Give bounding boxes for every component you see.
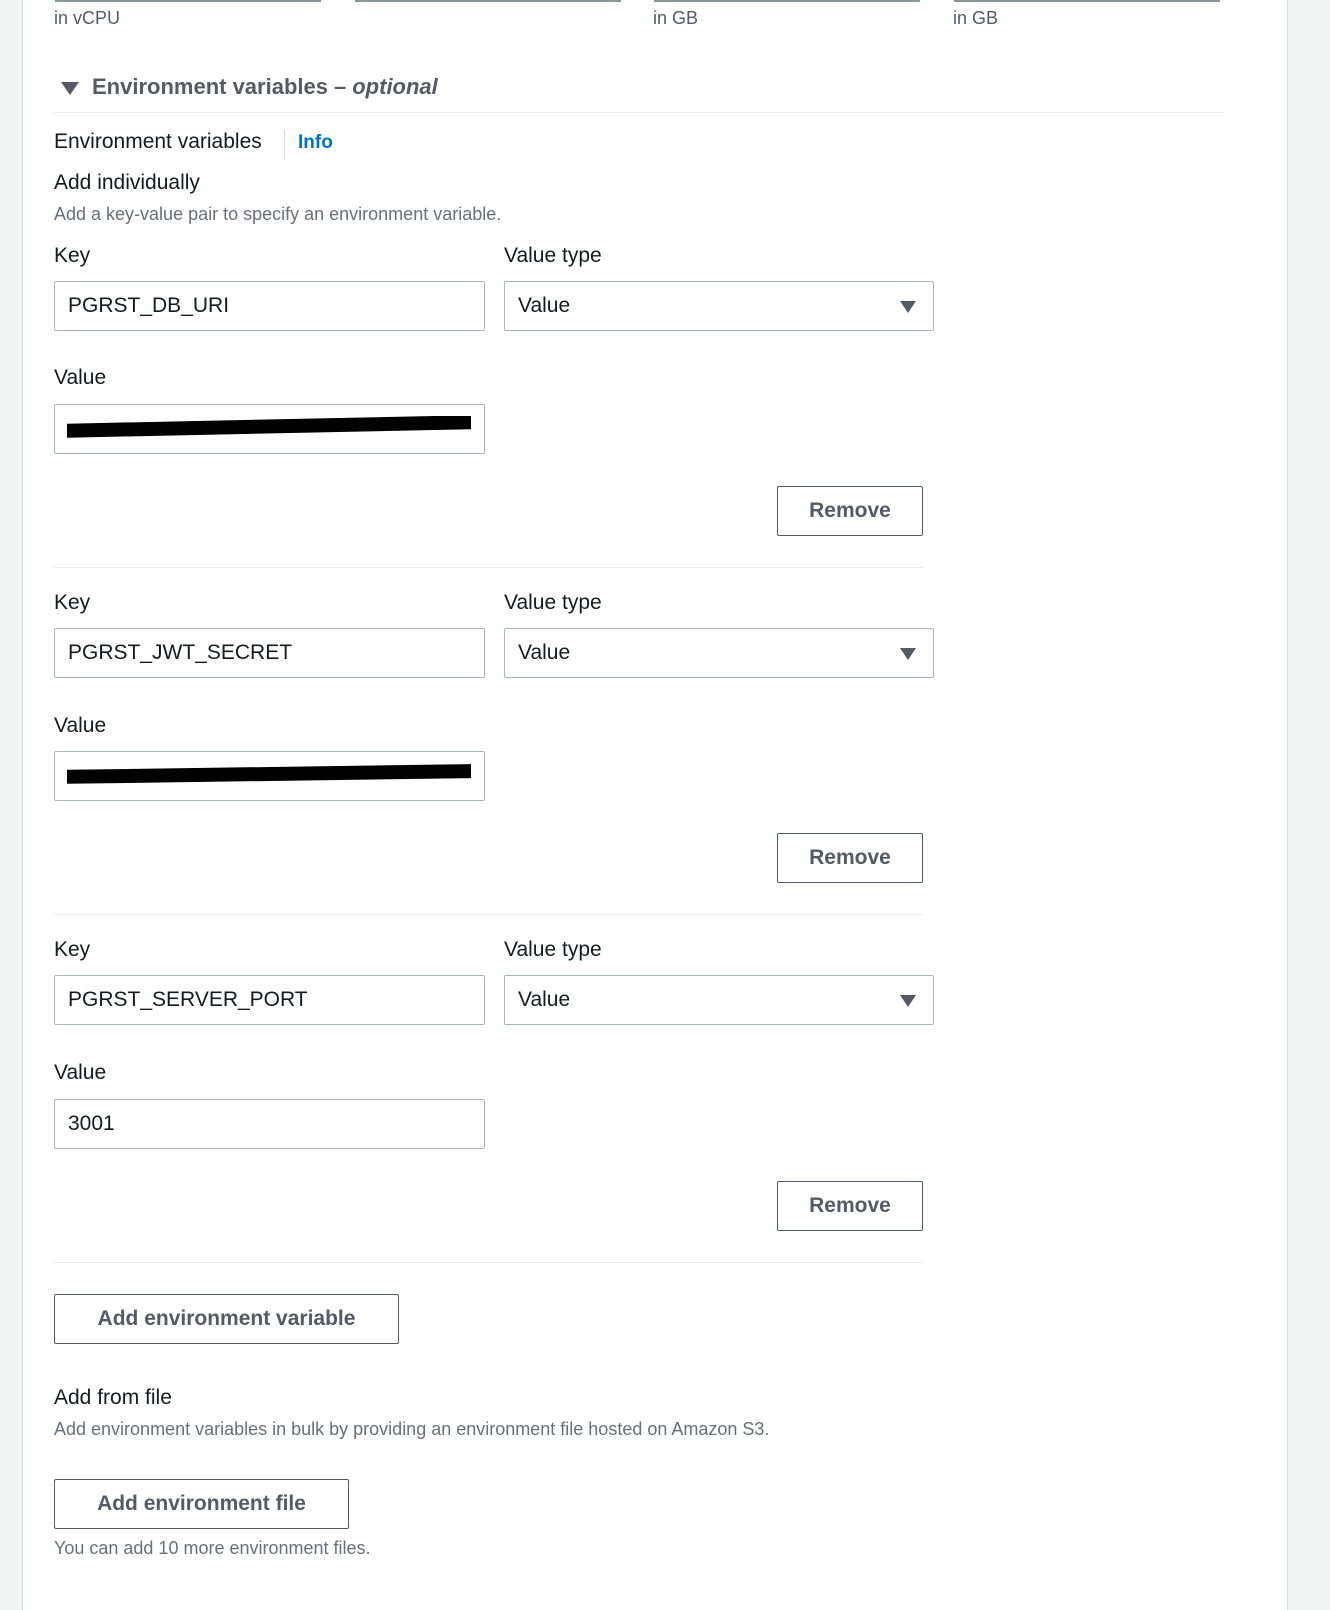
- triangle-down-icon: [900, 648, 916, 660]
- triangle-down-icon: [900, 301, 916, 313]
- cpu-field-border: [55, 0, 321, 2]
- key-label: Key: [54, 244, 91, 267]
- env-section-dash: –: [333, 74, 347, 99]
- remove-button[interactable]: Remove: [777, 1181, 923, 1231]
- cpu-unit-hint: in vCPU: [54, 8, 121, 28]
- add-individually-title: Add individually: [54, 171, 200, 194]
- gpu-field-border: [355, 0, 621, 2]
- remove-button[interactable]: Remove: [777, 486, 923, 536]
- env-section-optional: optional: [352, 74, 438, 99]
- add-from-file-description: Add environment variables in bulk by providing an environment file hosted on Amazon S3.: [54, 1419, 770, 1439]
- redaction-bar: [67, 764, 471, 784]
- key-input[interactable]: PGRST_DB_URI: [54, 281, 485, 331]
- label-separator: [284, 130, 285, 160]
- key-label: Key: [54, 591, 91, 614]
- redaction-mark: [67, 763, 471, 785]
- triangle-down-icon: [900, 995, 916, 1007]
- section-divider: [54, 112, 1223, 113]
- files-remaining-note: You can add 10 more environment files.: [54, 1538, 371, 1558]
- memory-hard-unit-hint: in GB: [653, 8, 699, 28]
- value-type-selected: Value: [518, 294, 571, 317]
- env-section-toggle[interactable]: [61, 74, 438, 100]
- value-type-label: Value type: [504, 938, 602, 961]
- add-environment-file-button[interactable]: Add environment file: [54, 1479, 349, 1529]
- memory-hard-field-border: [654, 0, 920, 2]
- redaction-bar: [67, 416, 471, 438]
- key-label: Key: [54, 938, 91, 961]
- add-individually-description: Add a key-value pair to specify an environment variable.: [54, 204, 502, 224]
- variable-divider: [54, 567, 923, 568]
- key-input[interactable]: PGRST_JWT_SECRET: [54, 628, 485, 678]
- caret-down-icon: [61, 82, 79, 95]
- add-from-file-title: Add from file: [54, 1386, 172, 1409]
- value-label: Value: [54, 1061, 107, 1084]
- variable-divider: [54, 914, 923, 915]
- value-label: Value: [54, 714, 107, 737]
- memory-soft-field-border: [954, 0, 1220, 2]
- variable-divider: [54, 1262, 923, 1263]
- value-type-selected: Value: [518, 641, 571, 664]
- memory-soft-unit-hint: in GB: [953, 8, 999, 28]
- value-input[interactable]: 3001: [54, 1099, 485, 1149]
- remove-button[interactable]: Remove: [777, 833, 923, 883]
- value-label: Value: [54, 366, 107, 389]
- env-section-title: Environment variables: [92, 74, 328, 99]
- info-link[interactable]: Info: [298, 132, 333, 153]
- key-input[interactable]: PGRST_SERVER_PORT: [54, 975, 485, 1025]
- value-type-selected: Value: [518, 988, 571, 1011]
- value-type-label: Value type: [504, 591, 602, 614]
- add-environment-variable-button[interactable]: Add environment variable: [54, 1294, 399, 1344]
- env-vars-label: Environment variables: [54, 130, 262, 153]
- task-definition-panel: [22, 0, 1288, 1610]
- value-type-select[interactable]: [504, 975, 934, 1025]
- value-type-label: Value type: [504, 244, 602, 267]
- value-type-select[interactable]: [504, 281, 934, 331]
- value-type-select[interactable]: [504, 628, 934, 678]
- redaction-mark: [67, 416, 471, 438]
